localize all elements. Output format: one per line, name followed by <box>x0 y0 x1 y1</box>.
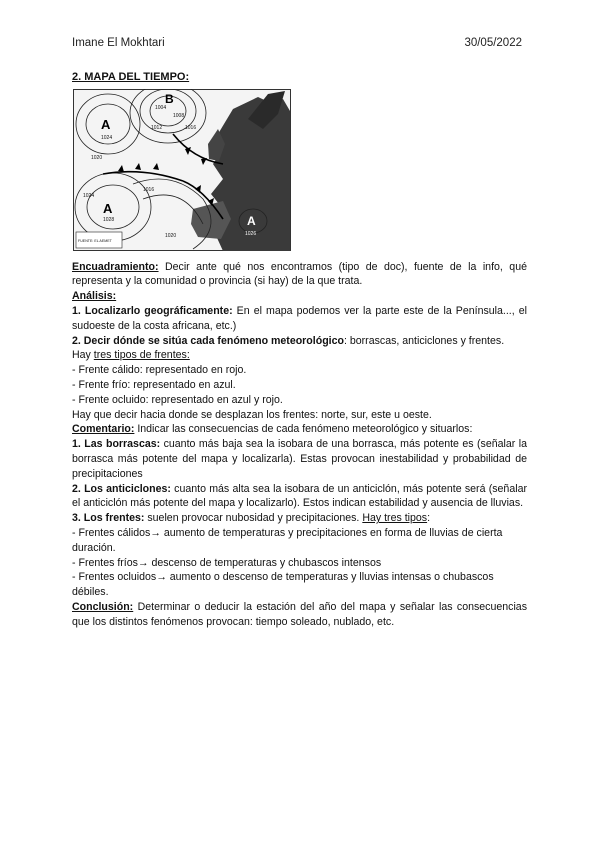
analisis-point-2 <box>72 334 527 349</box>
frentes-intro <box>72 348 527 363</box>
comentario-point-3-text: suelen provocar nubosidad y precipitaciones. <box>144 512 363 525</box>
frente-item: - Frente frío: representado en azul. <box>72 378 236 391</box>
map-isobar-value: 1004 <box>155 104 167 111</box>
frente-item: - Frente ocluido: representado en azul y rojo. <box>72 393 283 406</box>
frentes-intro-prefix: Hay <box>72 349 94 362</box>
comentario-point-2-text: cuanto más alta sea la isobara de un anticiclón, más potente será (señalar el anticiclón más potente del mapa y localizarlo). Estos indican estabilidad y ausencia de lluvias. <box>72 482 527 510</box>
frente-item: - Frente cálido: representado en rojo. <box>72 364 247 377</box>
frente-consecuencia-item: - Frentes fríos→ descenso de temperaturas y chubascos intensos <box>72 556 382 569</box>
conclusion-label: Conclusión: <box>72 600 134 613</box>
analisis-heading <box>72 289 527 304</box>
comentario-point-3 <box>72 511 527 526</box>
map-isobar-value: 1016 <box>185 124 197 131</box>
encuadramiento-text: Decir ante qué nos encontramos (tipo de doc), fuente de la info, qué representa y la comunidad o provincia (si hay) de la que trata. <box>72 260 527 288</box>
analisis-point-1 <box>72 304 527 334</box>
analisis-label: Análisis: <box>72 290 117 303</box>
comentario-point-1 <box>72 437 527 481</box>
comentario-point-1-label: 1. Las borrascas: <box>72 438 161 451</box>
analisis-point-1-text: En el mapa podemos ver la parte este de la Península..., el sudoeste de la costa africana, etc.) <box>72 304 527 332</box>
conclusion-text: Determinar o deducir la estación del año del mapa y señalar las consecuencias que los distintos fenómenos provocan: tiempo soleado, nublado, etc. <box>72 600 527 628</box>
analisis-point-2-text: : borrascas, anticiclones y frentes. <box>343 334 505 347</box>
map-label-high-1: A <box>101 116 111 132</box>
comentario-point-3-underlined: Hay tres tipos <box>362 512 428 525</box>
comentario-point-3-label: 3. Los frentes: <box>72 512 145 525</box>
comentario-point-3-after: : <box>427 512 431 525</box>
section-title: 2. MAPA DEL TIEMPO: <box>72 71 190 83</box>
map-isobar-value: 1020 <box>165 232 177 239</box>
map-isobar-value: 1012 <box>151 124 163 131</box>
comentario-intro: Indicar las consecuencias de cada fenómeno meteorológico y situarlos: <box>134 423 473 436</box>
map-isobar-value: 1016 <box>143 186 155 193</box>
map-isobar-value: 1024 <box>83 192 95 199</box>
comentario-point-1-text: cuanto más baja sea la isobara de una borrasca, más potente es (señalar la borrasca más potente del mapa y localizarla). Estas provocan inestabilidad y probabilidad de precipitaciones <box>72 438 527 480</box>
map-isobar-value: 1024 <box>101 134 113 141</box>
frente-consecuencia-item: - Frentes ocluidos→ aumento o descenso de temperaturas y lluvias intensas o chubascos débiles. <box>72 571 494 599</box>
map-label-high-2: A <box>103 200 113 216</box>
map-isobar-value: 1008 <box>173 112 185 119</box>
map-legend: FUENTE: EL AEMET <box>78 238 112 243</box>
frentes-intro-underlined: tres tipos de frentes: <box>93 349 190 362</box>
comentario-paragraph <box>72 422 527 437</box>
map-isobar-value: 1028 <box>103 216 115 223</box>
document-body <box>72 70 527 630</box>
comentario-point-2-label: 2. Los anticiclones: <box>72 482 171 495</box>
header-author: Imane El Mokhtari <box>72 37 165 49</box>
map-label-low: B <box>165 91 174 106</box>
analisis-point-1-label: 1. Localizarlo geográficamente: <box>72 304 233 317</box>
comentario-label: Comentario: <box>72 423 135 436</box>
encuadramiento-label: Encuadramiento: <box>72 260 159 273</box>
comentario-point-2 <box>72 482 527 512</box>
analisis-closing: Hay que decir hacia donde se desplazan los frentes: norte, sur, este u oeste. <box>72 408 432 421</box>
header-date: 30/05/2022 <box>464 37 522 49</box>
weather-map <box>73 89 291 251</box>
analisis-point-2-label: 2. Decir dónde se sitúa cada fenómeno meteorológico <box>72 334 344 347</box>
conclusion-paragraph <box>72 600 527 630</box>
map-isobar-value: 1020 <box>91 154 103 161</box>
map-isobar-value: 1026 <box>245 230 257 237</box>
map-label-high-3: A <box>247 213 256 228</box>
encuadramiento-paragraph <box>72 260 527 290</box>
frente-consecuencia-item: - Frentes cálidos→ aumento de temperaturas y precipitaciones en forma de lluvias de cierta duración. <box>72 526 503 554</box>
